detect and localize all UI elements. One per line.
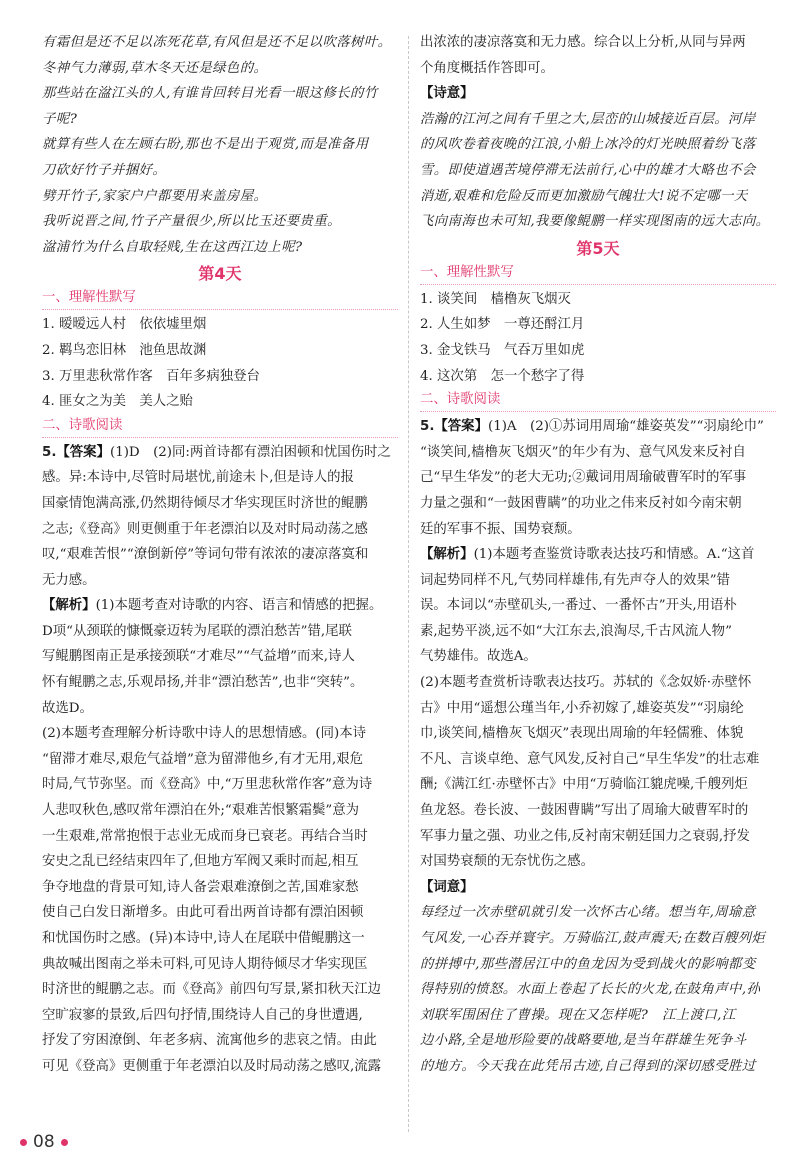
answer-tag: 【解析】: [420, 547, 474, 563]
day-title: 第5天: [576, 238, 620, 258]
poem-meaning-line: 雪。即使道遇苦境停滞无法前行,心中的雄才大略也不会: [420, 162, 756, 178]
analysis-line: 争夺地盘的背景可知,诗人备尝艰难潦倒之苦,国难家愁: [42, 879, 359, 895]
analysis-line: 误。本词以“赤壁矶头,一番过、一番怀古”开头,用语朴: [420, 598, 737, 614]
right-column: [420, 30, 776, 1080]
recite-item: 1. 暧暧远人村 依依墟里烟: [42, 317, 207, 333]
translation-line: 刀砍好竹子并捆好。: [42, 162, 167, 178]
answer-text: (1)本题考查对诗歌的内容、语言和情感的把握。: [95, 598, 383, 614]
translation-line: 冬神气力薄弱,草木冬天还是绿色的。: [42, 60, 268, 76]
analysis-line: 时局,气节弥坚。而《登高》中,“万里悲秋常作客”意为诗: [42, 777, 373, 793]
recite-item: 2. 人生如梦 一尊还酹江月: [420, 317, 585, 333]
recite-item: 4. 这次第 怎一个愁字了得: [420, 368, 585, 384]
analysis-line: D项“从颈联的慷慨豪迈转为尾联的漂泊愁苦”错,尾联: [42, 623, 352, 639]
ci-meaning-line: 每经过一次赤壁矶就引发一次怀古心绪。想当年,周瑜意: [420, 905, 756, 921]
ci-meaning-tag: 【词意】: [420, 879, 474, 895]
answer-line: 己“早生华发”的老大无功;②戴词用周瑜破曹军时的军事: [420, 470, 747, 486]
section-title: 一、理解性默写: [42, 287, 398, 310]
answer-line: 力量之强和“一鼓困曹瞒”的功业之伟来反衬如今南宋朝: [420, 495, 742, 511]
recite-item: 2. 羁鸟恋旧林 池鱼思故渊: [42, 342, 207, 358]
translation-line: 有霜但是还不足以冻死花草,有风但是还不足以吹落树叶。: [42, 35, 392, 50]
translation-line: 我听说晋之间,竹子产量很少,所以比玉还要贵重。: [42, 214, 341, 230]
poem-meaning-line: 浩瀚的江河之间有千里之大,层峦的山城接近百层。河岸: [420, 111, 756, 127]
footer-dot-icon: [61, 1139, 68, 1146]
analysis-line: 气势雄伟。故选A。: [420, 649, 537, 665]
column-divider: [408, 36, 409, 1132]
analysis-line: 和忧国伤时之感。(异)本诗中,诗人在尾联中借鲲鹏这一: [42, 931, 365, 946]
poem-meaning-tag: 【诗意】: [420, 86, 474, 102]
answer-line: [420, 414, 776, 440]
analysis-line: 典故喊出图南之举未可料,可见诗人期待倾尽才华实现匡: [42, 956, 368, 972]
section-title: 二、诗歌阅读: [42, 415, 398, 438]
ci-meaning-line: 得特别的愤怒。水面上卷起了长长的火龙,在鼓角声中,孙: [420, 982, 761, 998]
answer-line: 感。异:本诗中,尽管时局堪忧,前途未卜,但是诗人的报: [42, 470, 354, 486]
ci-meaning-line: 边小路,全是地形险要的战略要地,是当年群雄生死争斗: [420, 1033, 747, 1049]
ci-meaning-line: 气风发,一心吞并寰宇。万骑临江,鼓声震天;在数百艘列炬: [420, 931, 766, 946]
answer-tag: 【答案】: [434, 419, 488, 435]
analysis-line: 军事力量之强、功业之伟,反衬南宋朝廷国力之衰弱,抒发: [420, 828, 750, 844]
ci-meaning-line: 刘联军围困住了曹操。现在又怎样呢? 江上渡口,江: [420, 1007, 736, 1023]
analysis-line: 写鲲鹏图南正是承接颈联“才难尽”“气益增”而来,诗人: [42, 649, 355, 665]
analysis-line: 出浓浓的凄凉落寞和无力感。综合以上分析,从同与异两: [420, 35, 746, 50]
recite-item: 1. 谈笑间 樯橹灰飞烟灭: [420, 291, 571, 307]
day-title: 第4天: [198, 264, 242, 284]
page-footer: [20, 1132, 68, 1152]
left-column: [42, 30, 398, 1080]
analysis-line: 使自己白发日渐增多。由此可看出两首诗都有漂泊困顿: [42, 905, 364, 921]
analysis-line: [420, 542, 776, 568]
answer-line: 国豪情饱满高涨,仍然期待倾尽才华实现匡时济世的鲲鹏: [42, 495, 368, 511]
section-title: 一、理解性默写: [420, 262, 776, 285]
page-number: 08: [33, 1132, 55, 1152]
translation-line: 就算有些人在左顾右盼,那也不是出于观赏,而是准备用: [42, 137, 369, 153]
footer-dot-icon: [20, 1139, 27, 1146]
analysis-line: 词起势同样不凡,气势同样雄伟,有先声夺人的效果”错: [420, 572, 730, 588]
recite-item: 3. 万里悲秋常作客 百年多病独登台: [42, 368, 260, 384]
recite-item: 4. 匪女之为美 美人之贻: [42, 394, 193, 410]
analysis-line: 空旷寂寥的景致,后四句抒情,围绕诗人自己的身世遭遇,: [42, 1007, 363, 1023]
answer-line: 叹,“艰难苦恨”“潦倒新停”等词句带有浓浓的凄凉落寞和: [42, 547, 369, 563]
analysis-line: 酬;《满江红·赤壁怀古》中用“万骑临江貔虎噪,千艘列炬: [420, 777, 748, 793]
analysis-line: 怀有鲲鹏之志,乐观昂扬,并非“漂泊愁苦”,也非“突转”。: [42, 675, 364, 691]
answer-line: [42, 440, 398, 466]
analysis-line: 不凡、言谈卓绝、意气风发,反衬自己“早生华发”的壮志难: [420, 751, 760, 767]
analysis-line: “留滞才难尽,艰危气益增”意为留滞他乡,有才无用,艰危: [42, 751, 364, 767]
analysis-line: 个角度概括作答即可。: [420, 60, 554, 76]
analysis-line: 对国势衰颓的无奈忧伤之感。: [420, 854, 595, 870]
translation-line: 那些站在湓江头的人,有谁肯回转目光看一眼这修长的竹: [42, 86, 378, 102]
analysis-line: [42, 593, 398, 619]
poem-meaning-line: 的风吹卷着夜晚的江浪,小船上冰冷的灯光映照着纷飞落: [420, 137, 756, 153]
answer-text: (1)A (2)①苏词用周瑜“雄姿英发”“羽扇纶巾”: [487, 419, 764, 435]
analysis-line: 鱼龙怒。卷长波、一鼓困曹瞒”写出了周瑜大破曹军时的: [420, 803, 749, 819]
analysis-line: 安史之乱已经结束四年了,但地方军阀又乘时而起,相互: [42, 854, 359, 870]
poem-meaning-line: 飞向南海也未可知,我要像鲲鹏一样实现图南的远大志向。: [420, 214, 770, 230]
answer-line: 之志;《登高》则更侧重于年老漂泊以及对时局动荡之感: [42, 521, 368, 537]
translation-line: 湓浦竹为什么自取轻贱,生在这西江边上呢?: [42, 239, 303, 255]
analysis-line: 一生艰难,常常抱恨于志业无成而身已衰老。再结合当时: [42, 828, 368, 844]
answer-tag: 【解析】: [42, 598, 96, 614]
poem-meaning-line: 消逝,艰难和危险反而更加激励气魄壮大!说不定哪一天: [420, 188, 748, 204]
ci-meaning-line: 的拼搏中,那些潜居江中的鱼龙因为受到战火的影响都变: [420, 956, 756, 972]
analysis-line: 古》中用“遥想公瑾当年,小乔初嫁了,雄姿英发”“羽扇纶: [420, 700, 744, 716]
recite-item: 3. 金戈铁马 气吞万里如虎: [420, 342, 585, 358]
analysis-line: 可见《登高》更侧重于年老漂泊以及时局动荡之感叹,流露: [42, 1058, 382, 1074]
analysis-line: 时济世的鲲鹏之志。而《登高》前四句写景,紧扣秋天江边: [42, 982, 382, 998]
analysis-line: 故选D。: [42, 700, 93, 716]
analysis-line: 人悲叹秋色,感叹常年漂泊在外;“艰难苦恨繁霜鬓”意为: [42, 803, 360, 819]
answer-tag: 【答案】: [56, 444, 110, 460]
ci-meaning-line: 的地方。今天我在此凭吊古迹,自己得到的深切感受胜过: [420, 1058, 756, 1074]
analysis-line: 素,起势平淡,远不如“大江东去,浪淘尽,千古风流人物”: [420, 623, 732, 639]
question-number: 5.: [42, 444, 57, 460]
answer-text: (1)D (2)同:两首诗都有漂泊困顿和忧国伤时之: [109, 444, 391, 460]
translation-line: 劈开竹子,家家户户都要用来盖房屋。: [42, 188, 268, 204]
analysis-line: 巾,谈笑间,樯橹灰飞烟灭”表现出周瑜的年轻儒雅、体貌: [420, 726, 744, 742]
answer-line: 无力感。: [42, 572, 96, 588]
answer-line: 廷的军事不振、国势衰颓。: [420, 521, 581, 537]
answer-line: “谈笑间,樯橹灰飞烟灭”的年少有为、意气风发来反衬自: [420, 444, 746, 460]
analysis-line: (2)本题考查理解分析诗歌中诗人的思想情感。(同)本诗: [42, 726, 367, 742]
section-title: 二、诗歌阅读: [420, 389, 776, 412]
translation-line: 子呢?: [42, 111, 78, 127]
answer-text: (1)本题考查鉴赏诗歌表达技巧和情感。A.“这首: [473, 547, 755, 563]
analysis-line: (2)本题考查赏析诗歌表达技巧。苏轼的《念奴娇·赤壁怀: [420, 675, 752, 691]
question-number: 5.: [420, 419, 435, 435]
analysis-line: 抒发了穷困潦倒、年老多病、流寓他乡的悲哀之情。由此: [42, 1033, 377, 1049]
